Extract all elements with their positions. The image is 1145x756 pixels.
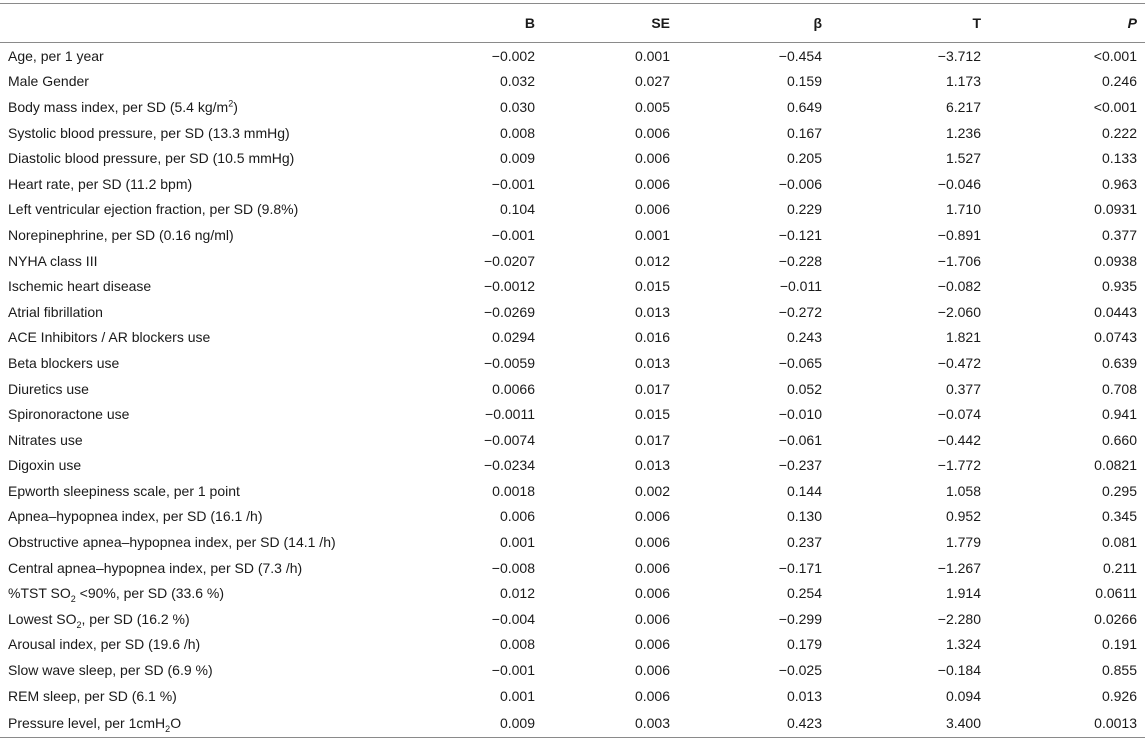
cell-se: 0.003	[634, 714, 670, 731]
row-label	[0, 529, 410, 555]
cell-b: −0.001	[491, 175, 535, 192]
label-text: ACE Inhibitors / AR blockers use	[8, 329, 211, 346]
table-row	[0, 708, 1145, 738]
table-row	[0, 427, 1145, 453]
cell-se: 0.015	[634, 406, 670, 423]
cell-t: 1.236	[945, 124, 981, 141]
cell-se: 0.006	[634, 662, 670, 679]
cell-beta: −0.272	[778, 303, 822, 320]
cell-p: 0.926	[1101, 687, 1137, 704]
row-label	[0, 478, 410, 504]
table-row	[0, 120, 1145, 146]
cell-p: <0.001	[1093, 98, 1137, 115]
cell-p: 0.0821	[1094, 457, 1137, 474]
cell-b: 0.001	[499, 534, 535, 551]
regression-table	[0, 3, 1145, 738]
cell-b: −0.0269	[484, 303, 535, 320]
label-text: , per SD (16.2 %)	[81, 610, 190, 627]
header-beta: β	[813, 15, 822, 31]
label-text: Digoxin use	[8, 457, 82, 474]
label-text: Nitrates use	[8, 431, 83, 448]
cell-beta: 0.144	[786, 482, 822, 499]
row-label	[0, 248, 410, 274]
label-text: Pressure level, per 1cmH	[8, 714, 166, 731]
cell-beta: 0.179	[786, 636, 822, 653]
cell-p: 0.246	[1101, 73, 1137, 90]
row-label	[0, 197, 410, 223]
cell-se: 0.006	[634, 201, 670, 218]
cell-p: 0.191	[1101, 636, 1137, 653]
cell-b: 0.104	[499, 201, 535, 218]
label-text: Slow wave sleep, per SD (6.9 %)	[8, 662, 213, 679]
label-text: REM sleep, per SD (6.1 %)	[8, 687, 177, 704]
cell-se: 0.006	[634, 636, 670, 653]
cell-t: −0.184	[937, 662, 981, 679]
table-row	[0, 555, 1145, 581]
cell-t: −0.891	[937, 226, 981, 243]
cell-p: 0.295	[1101, 482, 1137, 499]
cell-beta: −0.237	[778, 457, 822, 474]
cell-p: 0.935	[1101, 278, 1137, 295]
cell-p: 0.0611	[1095, 585, 1137, 602]
label-superscript: 2	[228, 98, 234, 109]
cell-beta: −0.065	[778, 354, 822, 371]
label-text: Heart rate, per SD (11.2 bpm)	[8, 175, 193, 192]
cell-t: 1.173	[945, 73, 981, 90]
label-text: Age, per 1 year	[8, 47, 104, 64]
row-label	[0, 325, 410, 351]
cell-se: 0.006	[634, 559, 670, 576]
row-label	[0, 632, 410, 658]
cell-se: 0.006	[634, 585, 670, 602]
cell-p: 0.133	[1101, 150, 1137, 167]
label-text: <90%, per SD (33.6 %)	[75, 585, 225, 602]
row-label	[0, 555, 410, 581]
cell-beta: 0.423	[786, 714, 822, 731]
cell-se: 0.016	[634, 329, 670, 346]
cell-beta: 0.013	[786, 687, 822, 704]
table-row	[0, 145, 1145, 171]
table-row	[0, 69, 1145, 95]
cell-t: 0.952	[945, 508, 981, 525]
row-label	[0, 504, 410, 530]
cell-p: 0.081	[1101, 534, 1137, 551]
row-label	[0, 171, 410, 197]
cell-se: 0.001	[634, 226, 670, 243]
label-text: Left ventricular ejection fraction, per SD (9.8%)	[8, 201, 299, 218]
cell-b: 0.009	[499, 150, 535, 167]
label-text: Diastolic blood pressure, per SD (10.5 mmHg)	[8, 150, 295, 167]
table-row	[0, 350, 1145, 376]
cell-p: 0.211	[1103, 559, 1137, 576]
cell-t: −1.706	[937, 252, 981, 269]
table-row	[0, 325, 1145, 351]
row-label	[0, 94, 410, 120]
cell-beta: −0.011	[779, 278, 822, 295]
table-row	[0, 529, 1145, 555]
cell-se: 0.017	[634, 431, 670, 448]
cell-b: 0.032	[499, 73, 535, 90]
table-row	[0, 299, 1145, 325]
label-subscript: 2	[165, 723, 171, 734]
row-label	[0, 222, 410, 248]
label-text: Epworth sleepiness scale, per 1 point	[8, 482, 240, 499]
cell-b: 0.030	[499, 98, 535, 115]
label-text: Systolic blood pressure, per SD (13.3 mmHg)	[8, 124, 290, 141]
cell-beta: −0.454	[778, 47, 822, 64]
row-label	[0, 401, 410, 427]
cell-b: 0.0294	[492, 329, 535, 346]
row-label	[0, 606, 410, 632]
cell-t: 1.527	[945, 150, 981, 167]
cell-t: 1.821	[945, 329, 981, 346]
cell-p: 0.855	[1101, 662, 1137, 679]
header-b: B	[524, 15, 535, 31]
cell-p: 0.963	[1101, 175, 1137, 192]
cell-se: 0.013	[634, 303, 670, 320]
table-row	[0, 657, 1145, 683]
cell-t: 1.779	[945, 534, 981, 551]
cell-t: −0.046	[937, 175, 981, 192]
row-label	[0, 376, 410, 402]
row-label	[0, 299, 410, 325]
cell-se: 0.006	[634, 124, 670, 141]
cell-t: 1.324	[945, 636, 981, 653]
cell-p: <0.001	[1093, 47, 1137, 64]
cell-p: 0.0938	[1094, 252, 1137, 269]
cell-b: −0.0234	[484, 457, 535, 474]
row-label	[0, 708, 410, 738]
row-label	[0, 453, 410, 479]
cell-t: −0.472	[937, 354, 981, 371]
cell-se: 0.017	[634, 380, 670, 397]
cell-t: −1.772	[937, 457, 981, 474]
label-text: Beta blockers use	[8, 354, 120, 371]
cell-b: −0.002	[491, 47, 535, 64]
cell-beta: 0.167	[786, 124, 822, 141]
cell-b: 0.0018	[492, 482, 535, 499]
cell-beta: 0.205	[786, 150, 822, 167]
cell-p: 0.660	[1101, 431, 1137, 448]
cell-beta: −0.006	[778, 175, 822, 192]
cell-t: 3.400	[945, 714, 981, 731]
label-text: Ischemic heart disease	[8, 278, 152, 295]
row-label	[0, 427, 410, 453]
cell-se: 0.006	[634, 610, 670, 627]
cell-beta: −0.299	[778, 610, 822, 627]
table-row	[0, 222, 1145, 248]
cell-t: −0.074	[937, 406, 981, 423]
cell-b: 0.006	[499, 508, 535, 525]
cell-beta: −0.010	[778, 406, 822, 423]
header-se: SE	[651, 15, 670, 31]
cell-beta: 0.159	[786, 73, 822, 90]
label-text: Lowest SO	[8, 610, 77, 627]
table-row	[0, 248, 1145, 274]
cell-se: 0.006	[634, 534, 670, 551]
cell-t: −0.082	[937, 278, 981, 295]
cell-p: 0.0931	[1094, 201, 1137, 218]
cell-se: 0.006	[634, 150, 670, 167]
label-text: %TST SO	[8, 585, 71, 602]
cell-p: 0.222	[1101, 124, 1137, 141]
cell-beta: −0.228	[778, 252, 822, 269]
cell-p: 0.0266	[1094, 610, 1137, 627]
table-body	[0, 43, 1145, 738]
header-p: P	[1127, 15, 1137, 31]
cell-b: −0.001	[491, 226, 535, 243]
regression-table-container	[0, 3, 1145, 738]
cell-t: −0.442	[937, 431, 981, 448]
label-text: O	[170, 714, 182, 731]
cell-b: −0.0011	[485, 406, 535, 423]
row-label	[0, 683, 410, 709]
row-label	[0, 145, 410, 171]
table-row	[0, 197, 1145, 223]
row-label	[0, 120, 410, 146]
cell-t: 1.710	[945, 201, 981, 218]
table-row	[0, 478, 1145, 504]
table-row	[0, 683, 1145, 709]
row-label	[0, 69, 410, 95]
cell-p: 0.0443	[1094, 303, 1137, 320]
table-header	[0, 4, 1145, 43]
cell-beta: 0.243	[786, 329, 822, 346]
label-text: Diuretics use	[8, 380, 89, 397]
cell-se: 0.006	[634, 508, 670, 525]
cell-b: −0.0059	[484, 354, 535, 371]
header-t: T	[972, 15, 981, 31]
cell-b: −0.0207	[484, 252, 535, 269]
cell-p: 0.377	[1101, 226, 1137, 243]
cell-t: −2.280	[937, 610, 981, 627]
cell-se: 0.012	[634, 252, 670, 269]
table-row	[0, 94, 1145, 120]
cell-b: −0.008	[491, 559, 535, 576]
row-label	[0, 580, 410, 606]
row-label	[0, 43, 410, 69]
table-row	[0, 171, 1145, 197]
label-text: NYHA class III	[8, 252, 98, 269]
cell-t: 0.377	[945, 380, 981, 397]
label-text: Apnea–hypopnea index, per SD (16.1 /h)	[8, 508, 263, 525]
row-label	[0, 273, 410, 299]
cell-beta: −0.121	[778, 226, 822, 243]
label-text: Arousal index, per SD (19.6 /h)	[8, 636, 201, 653]
cell-beta: 0.229	[786, 201, 822, 218]
cell-beta: 0.130	[786, 508, 822, 525]
table-row	[0, 632, 1145, 658]
cell-beta: 0.254	[786, 585, 822, 602]
cell-t: −1.267	[937, 559, 981, 576]
cell-t: −3.712	[937, 47, 981, 64]
cell-b: 0.001	[499, 687, 535, 704]
header-variable	[0, 4, 410, 43]
label-text: Atrial fibrillation	[8, 303, 103, 320]
cell-b: −0.0074	[484, 431, 535, 448]
cell-se: 0.006	[634, 687, 670, 704]
cell-se: 0.005	[634, 98, 670, 115]
cell-se: 0.002	[634, 482, 670, 499]
cell-se: 0.013	[634, 354, 670, 371]
cell-beta: 0.649	[786, 98, 822, 115]
label-text: Male Gender	[8, 73, 89, 90]
cell-p: 0.639	[1101, 354, 1137, 371]
cell-b: 0.009	[499, 714, 535, 731]
cell-p: 0.345	[1101, 508, 1137, 525]
row-label	[0, 350, 410, 376]
cell-se: 0.027	[634, 73, 670, 90]
label-text: Central apnea–hypopnea index, per SD (7.3 /h)	[8, 559, 303, 576]
cell-beta: −0.025	[778, 662, 822, 679]
cell-t: 1.058	[945, 482, 981, 499]
cell-beta: −0.061	[778, 431, 822, 448]
cell-beta: 0.052	[786, 380, 822, 397]
cell-t: −2.060	[937, 303, 981, 320]
table-row	[0, 376, 1145, 402]
header-row	[0, 4, 1145, 43]
cell-b: −0.004	[491, 610, 535, 627]
cell-b: 0.0066	[492, 380, 535, 397]
cell-se: 0.013	[634, 457, 670, 474]
cell-t: 1.914	[945, 585, 981, 602]
cell-t: 0.094	[945, 687, 981, 704]
cell-p: 0.0013	[1094, 714, 1137, 731]
label-text: Norepinephrine, per SD (0.16 ng/ml)	[8, 226, 234, 243]
table-row	[0, 43, 1145, 69]
label-subscript: 2	[70, 594, 76, 605]
cell-p: 0.941	[1101, 406, 1137, 423]
cell-se: 0.001	[634, 47, 670, 64]
table-row	[0, 453, 1145, 479]
label-text: )	[233, 98, 238, 115]
cell-t: 6.217	[945, 98, 981, 115]
table-row	[0, 580, 1145, 606]
table-row	[0, 401, 1145, 427]
row-label	[0, 657, 410, 683]
cell-beta: −0.171	[778, 559, 822, 576]
cell-b: 0.012	[499, 585, 535, 602]
table-row	[0, 504, 1145, 530]
table-row	[0, 273, 1145, 299]
cell-p: 0.708	[1101, 380, 1137, 397]
cell-b: −0.001	[491, 662, 535, 679]
cell-se: 0.015	[634, 278, 670, 295]
table-row	[0, 606, 1145, 632]
cell-b: 0.008	[499, 636, 535, 653]
label-subscript: 2	[76, 619, 82, 630]
cell-beta: 0.237	[786, 534, 822, 551]
cell-se: 0.006	[634, 175, 670, 192]
label-text: Spironoractone use	[8, 406, 130, 423]
cell-b: 0.008	[499, 124, 535, 141]
cell-p: 0.0743	[1094, 329, 1137, 346]
cell-b: −0.0012	[484, 278, 535, 295]
label-text: Obstructive apnea–hypopnea index, per SD (14.1 /h)	[8, 534, 336, 551]
label-text: Body mass index, per SD (5.4 kg/m	[8, 98, 229, 115]
